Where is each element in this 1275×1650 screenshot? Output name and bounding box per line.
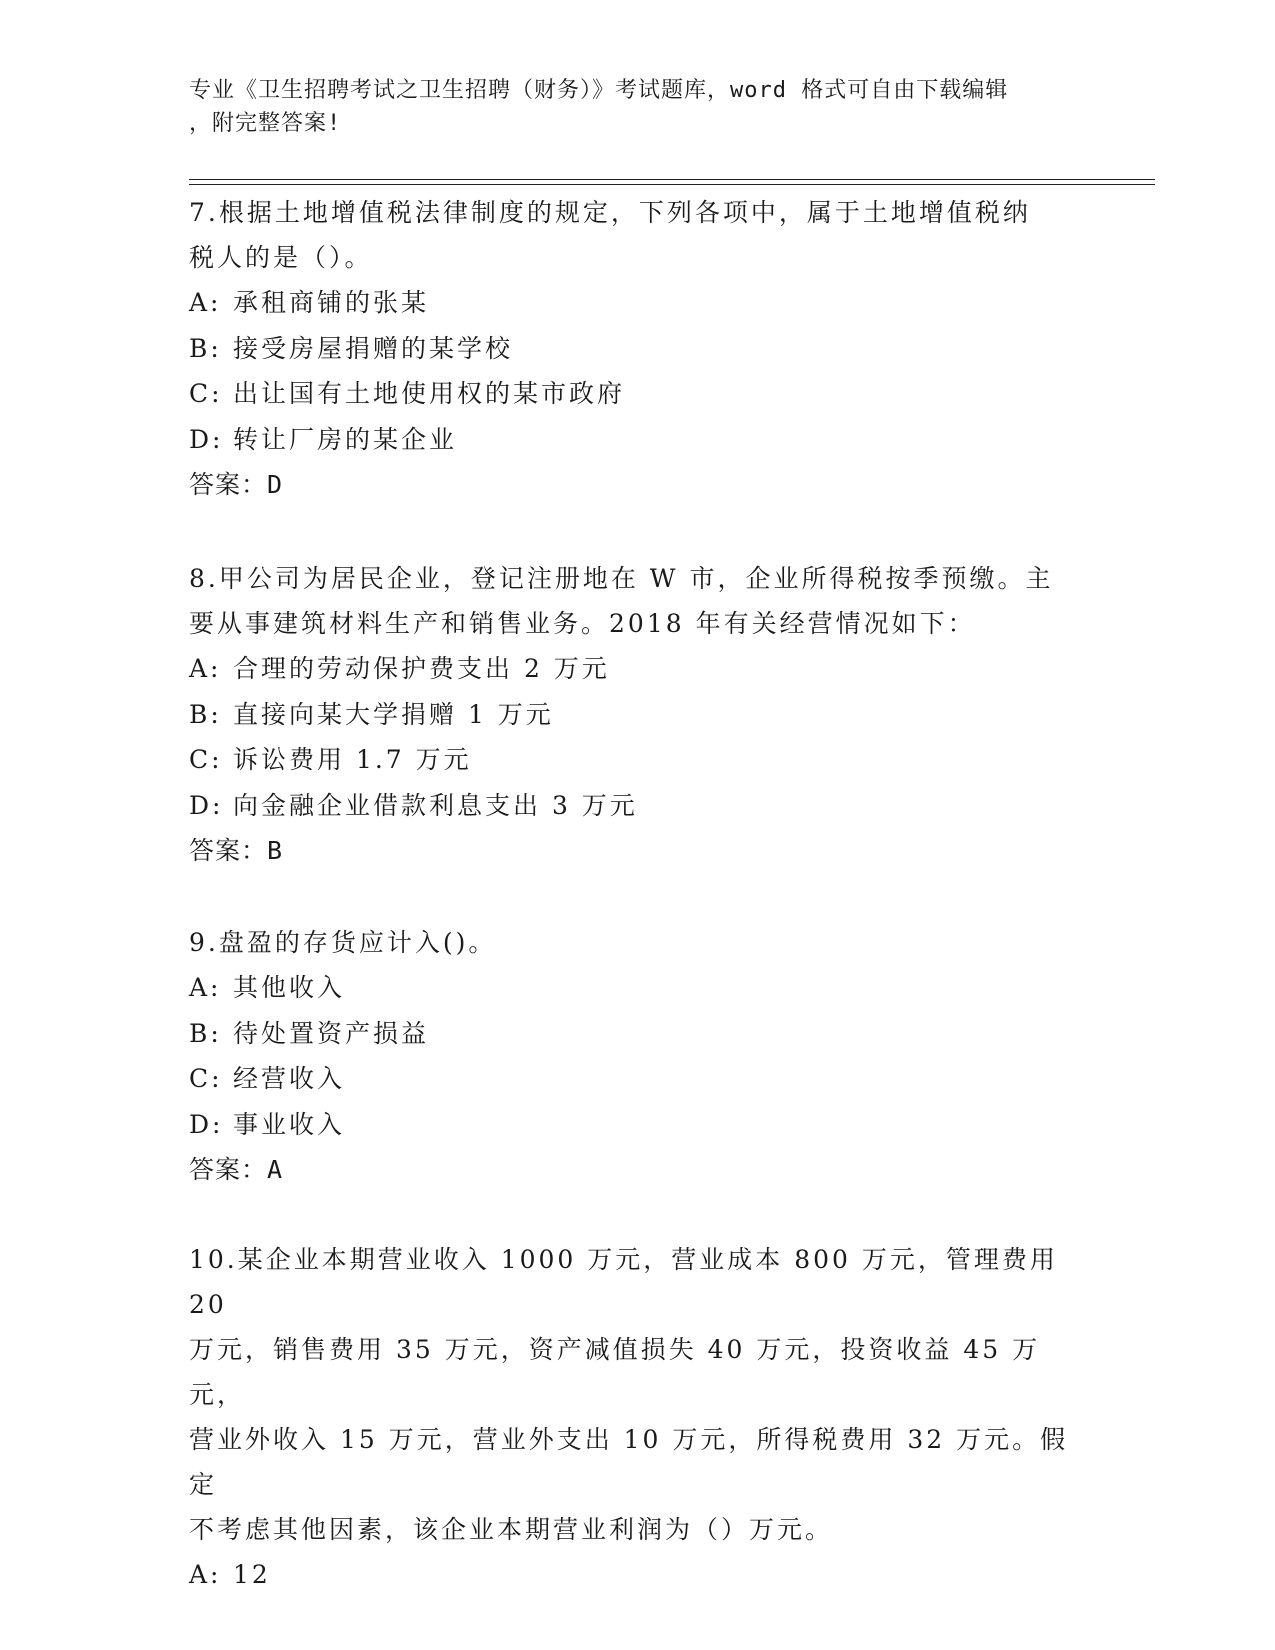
- option-key: C:: [189, 1064, 223, 1093]
- option-text: 转让厂房的某企业: [233, 424, 458, 454]
- answer-line: 答案：D: [189, 470, 284, 499]
- question-stem-line: 万元，销售费用 35 万元，资产减值损失 40 万元，投资收益 45 万元，: [189, 1335, 1041, 1409]
- option-text: 其他收入: [233, 973, 346, 1002]
- option-a: [189, 965, 1089, 1011]
- option-b: [189, 692, 1089, 738]
- question-10: [189, 1237, 1089, 1598]
- option-text: 出让国有土地使用权的某市政府: [233, 379, 626, 408]
- option-key: B:: [189, 699, 222, 729]
- option-text: 待处置资产损益: [233, 1018, 430, 1048]
- header-line-2: ，附完整答案!: [189, 111, 342, 136]
- document-header: [189, 74, 1069, 140]
- question-stem-line: 9.盘盈的存货应计入()。: [189, 928, 497, 957]
- option-key: C:: [189, 379, 223, 408]
- answer-line: 答案：A: [189, 1155, 284, 1184]
- option-d: [189, 783, 1089, 829]
- option-text: 接受房屋捐赠的某学校: [233, 333, 514, 363]
- question-stem-line: 营业外收入 15 万元，营业外支出 10 万元，所得税费用 32 万元。假定: [189, 1425, 1069, 1499]
- header-line-1: 专业《卫生招聘考试之卫生招聘（财务）》考试题库，word 格式可自由下载编辑: [189, 78, 1009, 103]
- answer-line: 答案：B: [189, 836, 284, 865]
- option-c: [189, 1056, 1089, 1102]
- question-8: [189, 556, 1089, 873]
- option-text: 直接向某大学捐赠 1 万元: [233, 699, 554, 729]
- header-divider-top: [189, 179, 1155, 180]
- header-divider-bottom: [189, 184, 1155, 185]
- question-9: [189, 920, 1089, 1192]
- option-text: 承租商铺的张某: [233, 288, 430, 317]
- question-stem-line: 7.根据土地增值税法律制度的规定，下列各项中，属于土地增值税纳: [189, 198, 1031, 227]
- option-text: 合理的劳动保护费支出 2 万元: [233, 654, 610, 683]
- option-key: A:: [189, 973, 222, 1002]
- question-stem-line: 要从事建筑材料生产和销售业务。2018 年有关经营情况如下：: [189, 609, 976, 638]
- option-a: [189, 1552, 1089, 1598]
- option-key: B:: [189, 333, 222, 363]
- option-a: [189, 646, 1089, 692]
- option-key: A:: [189, 288, 222, 317]
- question-stem-line: 不考虑其他因素，该企业本期营业利润为（）万元。: [189, 1515, 834, 1544]
- question-stem-line: 8.甲公司为居民企业，登记注册地在 W 市，企业所得税按季预缴。主: [189, 564, 1054, 593]
- option-key: A:: [189, 654, 222, 683]
- option-text: 经营收入: [233, 1064, 346, 1093]
- option-c: [189, 737, 1089, 783]
- option-a: [189, 280, 1089, 326]
- option-c: [189, 371, 1089, 417]
- option-key: D:: [189, 790, 224, 820]
- option-key: D:: [189, 424, 224, 454]
- option-key: C:: [189, 745, 223, 774]
- option-d: [189, 1102, 1089, 1148]
- option-b: [189, 1011, 1089, 1057]
- option-b: [189, 326, 1089, 372]
- option-d: [189, 417, 1089, 463]
- option-text: 12: [233, 1560, 271, 1589]
- option-key: D:: [189, 1109, 224, 1139]
- option-text: 诉讼费用 1.7 万元: [233, 745, 472, 774]
- option-key: B:: [189, 1018, 222, 1048]
- option-text: 事业收入: [233, 1109, 346, 1139]
- question-7: [189, 190, 1089, 507]
- question-stem-line: 10.某企业本期营业收入 1000 万元，营业成本 800 万元，管理费用 20: [189, 1245, 1058, 1319]
- option-text: 向金融企业借款利息支出 3 万元: [233, 790, 638, 820]
- question-stem-line: 税人的是（）。: [189, 243, 373, 272]
- option-key: A:: [189, 1560, 222, 1589]
